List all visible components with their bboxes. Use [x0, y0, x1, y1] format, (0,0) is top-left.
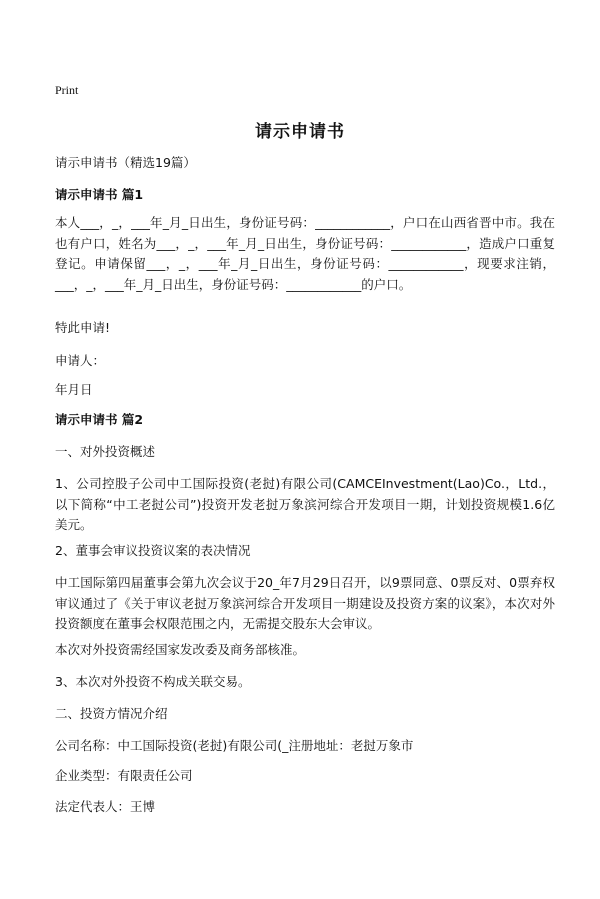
section2-paragraph: 3、本次对外投资不构成关联交易。 [55, 674, 251, 689]
section1-applicant: 申请人： [55, 353, 106, 368]
section2-paragraph: 本次对外投资需经国家发改委及商务部核准。 [55, 642, 306, 657]
section2-paragraph: 中工国际第四届董事会第九次会议于20_年7月29日召开，以9票同意、0票反对、0票弃权审议通过了《关于审议老挝万象滨河综合开发项目一期建设及投资方案的议案》，本次对外投资额度在董事会权限范围之内，无需提交股东大会审议。 [55, 575, 555, 631]
section2-paragraph: 一、对外投资概述 [55, 444, 156, 459]
document-title: 请示申请书 [255, 122, 345, 142]
section2-paragraph: 公司名称：中工国际投资(老挝)有限公司(_注册地址：老挝万象市 [55, 738, 414, 753]
section2-paragraph: 法定代表人：王博 [55, 799, 156, 814]
print-link[interactable]: Print [55, 83, 79, 97]
section1-closing: 特此申请! [55, 320, 111, 335]
section2-paragraph: 2、董事会审议投资议案的表决情况 [55, 543, 251, 558]
section2-paragraph: 1、公司控股子公司中工国际投资(老挝)有限公司(CAMCEInvestment(Lao)Co.，Ltd.，以下简称“中工老挝公司”)投资开发老挝万象滨河综合开发项目一期，计划投资规模1.6亿美元。 [55, 476, 555, 532]
section1-body: 本人___，_，___年_月_日出生，身份证号码：____________，户口在山西省晋中市。我在也有户口，姓名为___，_，___年_月_日出生，身份证号码：____________，造成户口重复登记。申请保留___，_，___年_月_日出生，身份证号码：____________，现要求注销，___，_，___年_月_日出生，身份证号码：____________的户口。 [55, 215, 555, 292]
section2-paragraph: 二、投资方情况介绍 [55, 706, 168, 721]
section1-date: 年月日 [55, 382, 93, 397]
section2-heading: 请示申请书 篇2 [55, 412, 144, 427]
document-subtitle: 请示申请书（精选19篇） [55, 155, 196, 170]
section1-heading: 请示申请书 篇1 [55, 187, 144, 202]
section2-paragraph: 企业类型：有限责任公司 [55, 768, 193, 783]
